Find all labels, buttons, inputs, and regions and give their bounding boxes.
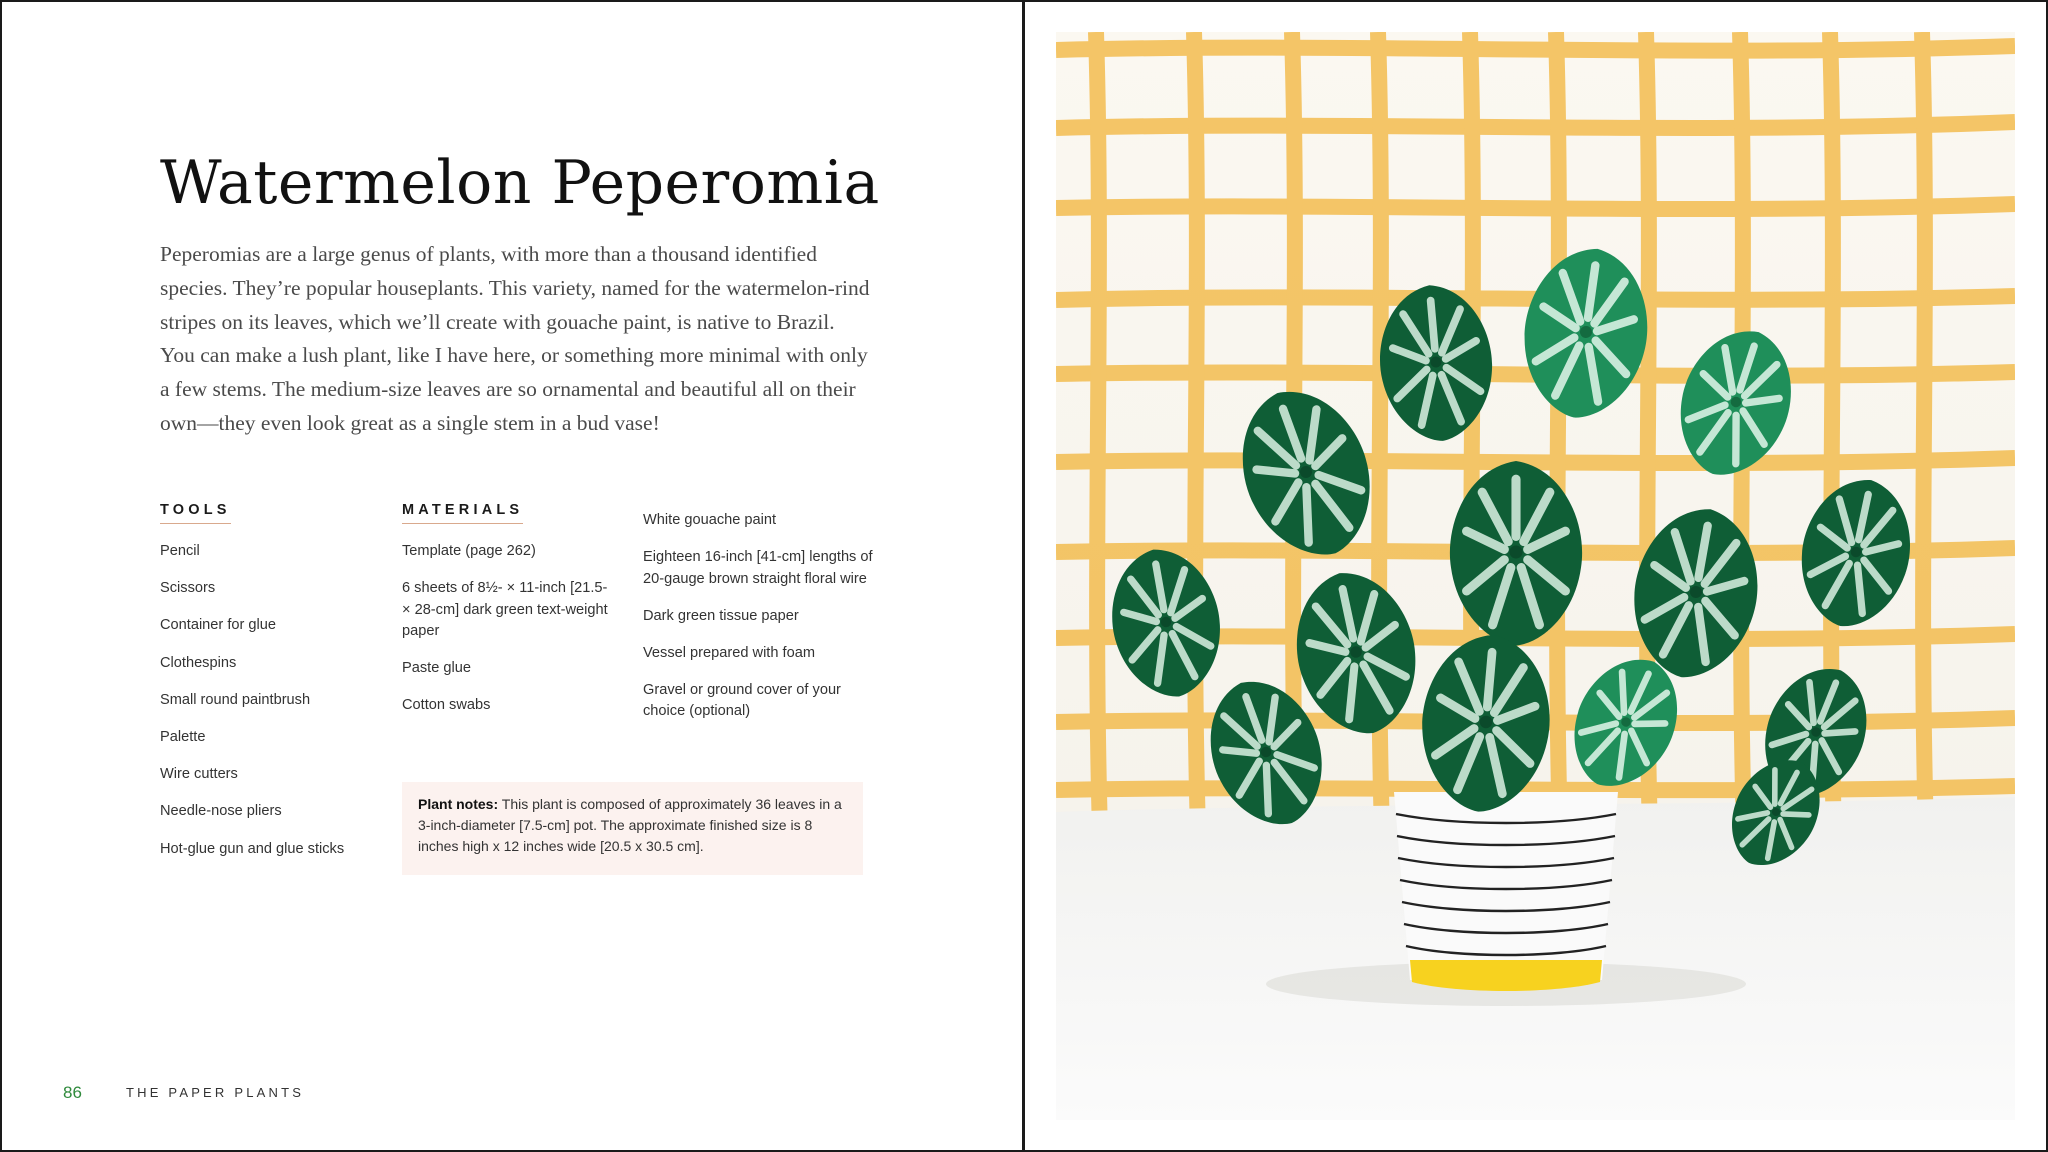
list-item: Needle-nose pliers — [160, 803, 282, 820]
list-item: Pencil — [160, 543, 200, 559]
materials-list — [402, 541, 612, 717]
materials-list-2 — [643, 510, 873, 723]
list-item: Paste glue — [402, 660, 471, 677]
list-item: 6 sheets of 8½- × 11-inch [21.5- × 28-cm] dark green text-weight paper — [402, 580, 608, 640]
page-title: Watermelon Peperomia — [160, 148, 880, 218]
intro-paragraph: Peperomias are a large genus of plants, with more than a thousand identified species. They’re popular houseplants. This variety, named for the watermelon-rind stripes on its leaves, which we’ll create with gouache paint, is native to Brazil. You can make a lush plant, like I have here, or something more minimal with only a few stems. The medium-size leaves are so ornamental and beautiful all on their own—they even look great as a single stem in a bud vase! — [160, 242, 870, 435]
tools-list — [160, 541, 380, 860]
list-item: Scissors — [160, 580, 216, 597]
page-number: 86 — [63, 1083, 82, 1102]
tools-heading: TOOLS — [160, 502, 231, 524]
pot — [1394, 792, 1618, 991]
plant-notes-box — [402, 782, 863, 875]
list-item: Palette — [160, 728, 206, 745]
materials-heading: MATERIALS — [402, 502, 523, 524]
list-item: Gravel or ground cover of your choice (optional) — [643, 681, 841, 720]
list-item: Dark green tissue paper — [643, 607, 799, 624]
materials-column-2 — [643, 510, 873, 738]
materials-column — [402, 502, 612, 732]
list-item: White gouache paint — [643, 512, 777, 528]
plant-notes-text: This plant is composed of approximately 36 leaves in a 3-inch-diameter [7.5-cm] pot. The approximate finished size is 8 inches high x 12 inches wide [20.5 x 30.5 cm]. — [418, 796, 842, 855]
plant-photo-illustration — [1056, 32, 2015, 1120]
list-item: Wire cutters — [160, 766, 238, 783]
left-page — [0, 0, 1022, 1152]
list-item: Hot-glue gun and glue sticks — [160, 840, 345, 857]
list-item: Template (page 262) — [402, 543, 536, 559]
tools-column — [160, 502, 380, 876]
list-item: Cotton swabs — [402, 697, 491, 714]
list-item: Container for glue — [160, 617, 277, 634]
plant-photo — [1056, 32, 2015, 1120]
list-item: Clothespins — [160, 654, 237, 671]
list-item: Vessel prepared with foam — [643, 644, 815, 661]
plant-notes-label: Plant notes: — [418, 796, 499, 812]
list-item: Small round paintbrush — [160, 691, 311, 708]
running-footer-title: THE PAPER PLANTS — [126, 1085, 305, 1100]
list-item: Eighteen 16-inch [41-cm] lengths of 20-gauge brown straight floral wire — [643, 549, 873, 587]
